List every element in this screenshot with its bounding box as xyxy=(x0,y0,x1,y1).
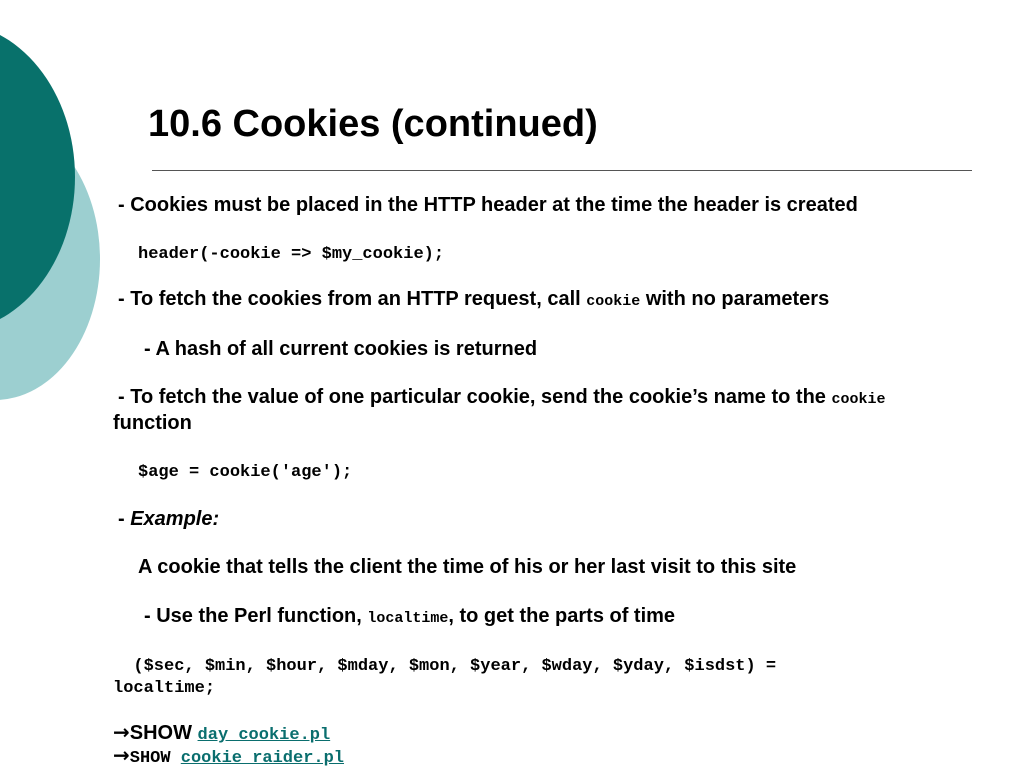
sub-bullet-perl-localtime xyxy=(144,604,675,631)
sub-bullet-hash: - A hash of all current cookies is returned xyxy=(144,338,538,360)
title-divider xyxy=(152,170,972,171)
show-label-mono: SHOW xyxy=(129,749,181,768)
link-day-cookie[interactable]: day_cookie.pl xyxy=(197,726,331,745)
bullet-fetch-cookies xyxy=(118,287,829,314)
example-dash: - xyxy=(118,508,131,530)
bullet-fetch-one-text: - To fetch the value of one particular cookie, send the cookie’s name to the xyxy=(118,386,832,408)
code-age-cookie: $age = cookie(′age′); xyxy=(138,463,353,482)
code-localtime-line2: localtime; xyxy=(113,679,216,698)
inline-code-cookie-2: cookie xyxy=(831,391,886,408)
bullet-fetch-cookies-text: - To fetch the cookies from an HTTP request, call xyxy=(118,288,587,310)
bullet-fetch-one-cookie xyxy=(118,385,886,412)
arrow-right-icon: → xyxy=(113,720,130,744)
inline-code-cookie: cookie xyxy=(586,293,641,310)
example-heading xyxy=(118,507,219,531)
code-header-cookie: header(-cookie => $my_cookie); xyxy=(138,245,445,264)
show-label: SHOW xyxy=(129,722,198,744)
code-localtime-line1: ($sec, $min, $hour, $mday, $mon, $year, $wday, $yday, $isdst) = xyxy=(113,657,777,676)
bullet-cookies-header: - Cookies must be placed in the HTTP header at the time the header is created xyxy=(118,194,858,216)
bullet-fetch-one-cookie-cont: function xyxy=(113,412,192,434)
perl-text-tail: , to get the parts of time xyxy=(448,605,676,627)
perl-text: - Use the Perl function, xyxy=(144,605,368,627)
link-cookie-raider[interactable]: cookie_raider.pl xyxy=(180,749,345,768)
example-label: Example: xyxy=(130,508,220,530)
bullet-fetch-cookies-tail: with no parameters xyxy=(640,288,830,310)
inline-code-localtime: localtime xyxy=(367,610,449,627)
arrow-right-icon: → xyxy=(113,743,130,767)
slide-title: 10.6 Cookies (continued) xyxy=(148,103,598,145)
show-cookie-raider xyxy=(113,743,344,768)
example-description: A cookie that tells the client the time of his or her last visit to this site xyxy=(138,556,797,578)
